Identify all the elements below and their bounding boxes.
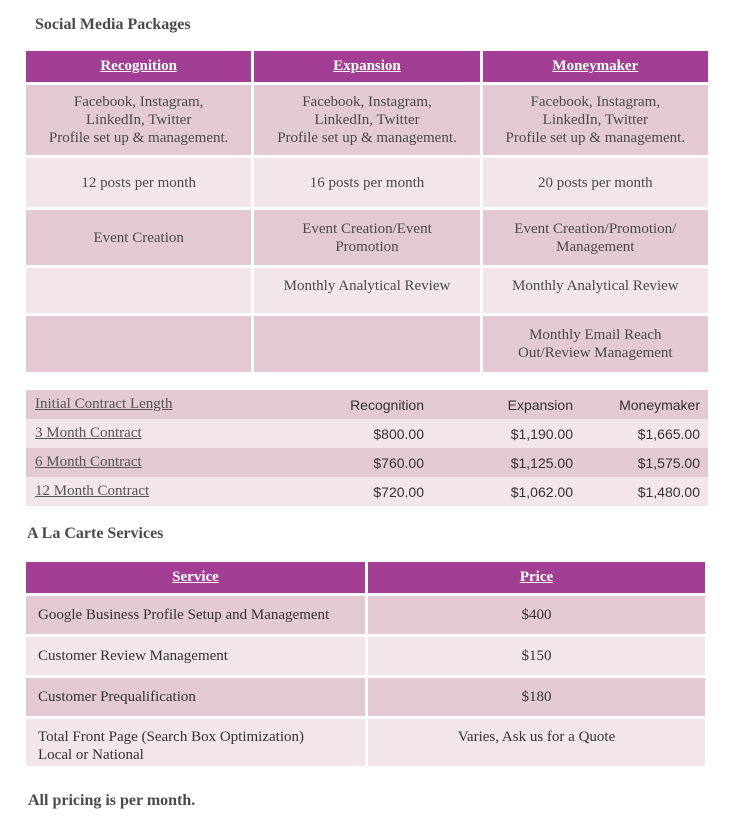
pricing-table [26, 390, 708, 506]
social-media-packages-heading: Social Media Packages [35, 16, 191, 33]
moneymaker-posts-cell: 20 posts per month [483, 158, 708, 207]
price-cell: $1,480.00 [581, 477, 708, 506]
moneymaker-email-cell: Monthly Email Reach Out/Review Management [483, 316, 708, 372]
expansion-posts-cell: 16 posts per month [254, 158, 479, 207]
a-la-carte-header-row [26, 562, 705, 593]
price-cell: $760.00 [266, 448, 432, 477]
pricing-header-recognition: Recognition [266, 390, 432, 419]
table-row [26, 678, 705, 716]
service-cell: Google Business Profile Setup and Management [26, 596, 365, 634]
pricing-header-moneymaker: Moneymaker [581, 390, 708, 419]
price-cell: $150 [368, 637, 705, 675]
pricing-footer-note: All pricing is per month. [28, 792, 196, 809]
table-row [26, 158, 708, 207]
recognition-event-cell: Event Creation [26, 210, 251, 265]
price-cell: $180 [368, 678, 705, 716]
expansion-profiles-cell: Facebook, Instagram, LinkedIn, Twitter Profile set up & management. [254, 85, 479, 155]
table-row [26, 448, 708, 477]
packages-table [23, 48, 711, 375]
table-row [26, 477, 708, 506]
a-la-carte-heading: A La Carte Services [27, 525, 164, 542]
contract-6-month-label: 6 Month Contract [26, 448, 266, 477]
pricing-header-expansion: Expansion [432, 390, 581, 419]
price-cell: $400 [368, 596, 705, 634]
contract-3-month-label: 3 Month Contract [26, 419, 266, 448]
table-row [26, 85, 708, 155]
table-row [26, 210, 708, 265]
table-row [26, 596, 705, 634]
price-cell: $1,665.00 [581, 419, 708, 448]
table-row [26, 268, 708, 313]
table-row [26, 419, 708, 448]
packages-header-row [26, 51, 708, 82]
price-cell: $1,190.00 [432, 419, 581, 448]
header-expansion: Expansion [254, 51, 479, 82]
price-cell: $720.00 [266, 477, 432, 506]
table-row [26, 637, 705, 675]
recognition-analytics-cell [26, 268, 251, 313]
service-cell: Customer Prequalification [26, 678, 365, 716]
table-row [26, 719, 705, 766]
recognition-email-cell [26, 316, 251, 372]
price-cell: $1,575.00 [581, 448, 708, 477]
contract-12-month-label: 12 Month Contract [26, 477, 266, 506]
recognition-profiles-cell: Facebook, Instagram, LinkedIn, Twitter Profile set up & management. [26, 85, 251, 155]
moneymaker-event-cell: Event Creation/Promotion/ Management [483, 210, 708, 265]
recognition-posts-cell: 12 posts per month [26, 158, 251, 207]
a-la-carte-table [23, 559, 708, 769]
expansion-email-cell [254, 316, 479, 372]
header-moneymaker: Moneymaker [483, 51, 708, 82]
price-cell: $1,125.00 [432, 448, 581, 477]
expansion-analytics-cell: Monthly Analytical Review [254, 268, 479, 313]
header-price: Price [368, 562, 705, 593]
service-cell: Total Front Page (Search Box Optimization) Local or National [26, 719, 365, 766]
price-cell: $1,062.00 [432, 477, 581, 506]
pricing-header-row [26, 390, 708, 419]
moneymaker-analytics-cell: Monthly Analytical Review [483, 268, 708, 313]
header-service: Service [26, 562, 365, 593]
service-cell: Customer Review Management [26, 637, 365, 675]
table-row [26, 316, 708, 372]
price-cell: $800.00 [266, 419, 432, 448]
initial-contract-length-label: Initial Contract Length [26, 390, 266, 419]
expansion-event-cell: Event Creation/Event Promotion [254, 210, 479, 265]
price-cell: Varies, Ask us for a Quote [368, 719, 705, 766]
moneymaker-profiles-cell: Facebook, Instagram, LinkedIn, Twitter Profile set up & management. [483, 85, 708, 155]
header-recognition: Recognition [26, 51, 251, 82]
